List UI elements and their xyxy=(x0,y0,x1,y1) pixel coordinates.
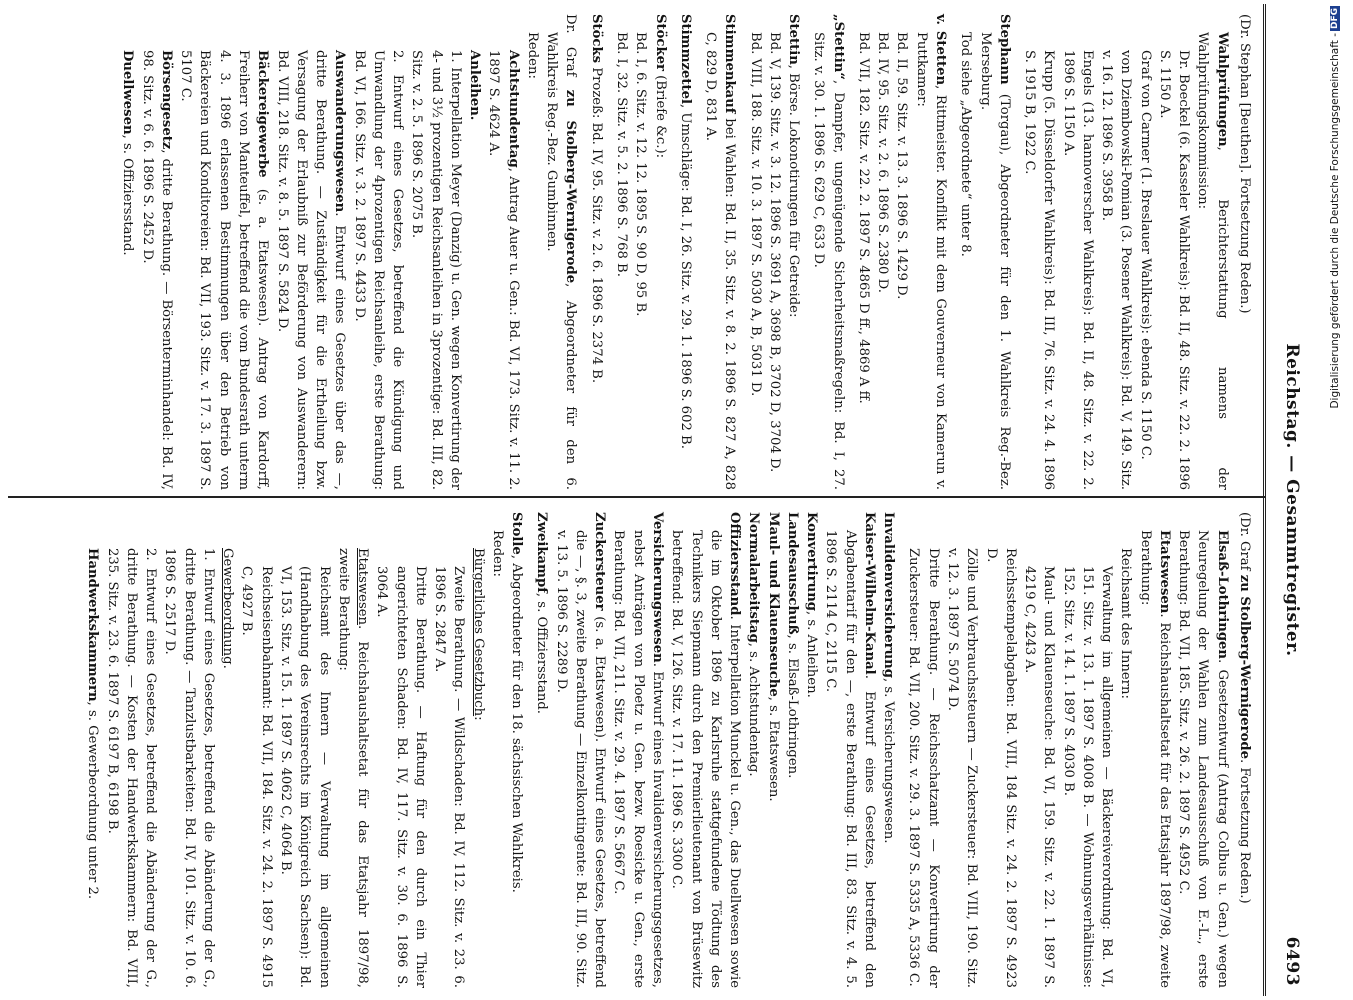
index-entry: Verwaltung im allgemeinen — Bäckereiverordnung: Bd. VI, 151. Sitz. v. 13. 1. 1897 S. 4008 B. — Wohnungsverhältnisse: 152. Sitz. v. 14. 1. 1897 S. 4030 B. xyxy=(1060,566,1115,988)
index-entry: Stimmzettel, Umschläge: Bd. I, 26. Sitz. v. 29. 1. 1896 S. 602 B. xyxy=(677,14,693,449)
index-entry: Stöcks Prozeß: Bd. IV, 95. Sitz. v. 2. 6. 1896 S. 2374 B. xyxy=(588,14,604,384)
index-entry: Etatswesen. Reichshaushaltsetat für das Etatsjahr 1897/98, zweite Berathung: xyxy=(1137,530,1172,988)
index-entry: Bd. IV, 95. Sitz. v. 2. 6. 1896 S. 2380 D. xyxy=(875,32,891,293)
index-entry: Krupp (5. Düsseldorfer Wahlkreis): Bd. III, 76. Sitz. v. 24. 4. 1896 S. 1915 B, 1922 C. xyxy=(1022,50,1057,490)
index-entry: Stolle, Abgeordneter für den 18. sächsischen Wahlkreis. xyxy=(509,512,525,893)
index-entry: v. Stetten, Rittmeister. Konflikt mit dem Gouverneur von Kamerun v. Puttkamer: xyxy=(913,14,949,490)
index-entry: Handwerkskammern, s. Gewerbeordnung unter 2. xyxy=(85,548,101,900)
index-entry: Börsengesetz, dritte Berathung. — Börsenterminhandel: Bd. IV, 98. Sitz. v. 6. 6. 1896 S. 2452 D. xyxy=(139,50,174,490)
index-entry: Zuckersteuer (s. a. Etatswesen). Entwurf eines Gesetzes, betreffend die —, §. 3, zweite Berathung — Einzelkontingente: Bd. III, 90. Sitz. v. 13. 5. 1896 S. 2289 D. xyxy=(553,512,608,988)
index-entry: Maul- und Klauenseuche: Bd. VI, 159. Sitz. v. 22. 1. 1897 S. 4219 C, 4243 A. xyxy=(1022,566,1057,988)
page-number: 6493 xyxy=(1282,936,1302,986)
index-entry: Auswanderungswesen. Entwurf eines Gesetzes über das —, dritte Berathung. — Zuständigkeit für die Ertheilung bzw. Versagung der Erlaubniß zur Beförderung von Auswanderern: Bd. VIII, 218. Sitz. v. 8. 5. 1897 S. 5824 D. xyxy=(274,50,348,490)
index-entry: Anleihen. xyxy=(467,50,483,121)
index-entry: Stephann (Torgau), Abgeordneter für den 1. Wahlkreis Reg.-Bez. Merseburg. xyxy=(977,14,1012,490)
index-entry: Konvertirung, s. Anleihen. xyxy=(804,512,820,698)
index-entry: Reichsamt des Innern: xyxy=(1118,548,1134,699)
index-entry: Stöcker (Briefe &c.): xyxy=(652,14,668,159)
index-entry: Normalarbeitstag, s. Achtstundentag. xyxy=(746,512,762,777)
left-column xyxy=(118,14,1254,490)
index-entry: Reichsstempelabgaben: Bd. VIII, 184 Sitz. v. 24. 2. 1897 S. 4923 D. xyxy=(983,548,1018,988)
index-entry: 1. Interpellation Meyer (Danzig) u. Gen. wegen Konvertirung der 4- und 3½ prozentigen Reichsanleihen in 3prozentige: Bd. III, 82. Sitz. v. 2. 5. 1896 S. 2075 B. xyxy=(409,50,463,490)
index-entry: Maul- und Klauenseuche, s. Etatswesen. xyxy=(765,512,781,802)
index-entry: Bd. I, 32. Sitz. v. 5. 2. 1896 S. 768 B. xyxy=(614,32,630,277)
index-entry: Elsaß-Lothringen. Gesetzentwurf (Antrag Colbus u. Gen.) wegen Neuregelung der Wahlen zum Landesausschuß von E.-L., erste Berathung: Bd. VII, 185. Sitz. v. 26. 2. 1897 S. 4952 C. xyxy=(1176,530,1230,988)
index-entry: Bd. V, 139. Sitz. v. 3. 12. 1896 S. 3691 A, 3698 B, 3702 D, 3704 D. xyxy=(766,32,782,473)
index-entry: Bürgerliches Gesetzbuch: xyxy=(470,548,486,721)
index-entry: Bd. VIII, 188. Sitz. v. 10. 3. 1897 S. 5030 A, B, 5031 D. xyxy=(747,32,763,397)
index-entry: Kaiser-Wilhelm-Kanal. Entwurf eines Gesetzes, betreffend den Abgabentarif für den —, erste Berathung: Bd. III, 83. Sitz. v. 4. 5. 1896 S. 2114 C, 2115 C. xyxy=(823,512,877,988)
index-entry: Invalidenversicherung, s. Versicherungswesen. xyxy=(881,512,897,844)
index-entry: Stettin, Börse. Lokonotirungen für Getreide: xyxy=(786,14,802,318)
index-entry: Engels (13. hannoverscher Wahlkreis): Bd. II, 48. Sitz. v. 22. 2. 1896 S. 1150 A. xyxy=(1060,50,1095,490)
index-entry: Reden: xyxy=(489,530,505,577)
index-entry: Offiziersstand. Interpellation Munckel u. Gen., das Duellwesen sowie die im Oktober 1896 zu Karlsruhe stattgefundene Tödtung des Technikers Siepmann durch den Premierlieutenant von Brüsewitz betreffend: Bd. V, 126. Sitz. v. 17. 11. 1896 S. 3300 C. xyxy=(669,512,743,988)
index-entry: Versicherungswesen. Entwurf eines Invalidenversicherungsgesetzes, nebst Anträgen von Ploetz u. Gen. bezw. Roesicke u. Gen., erste Berathung: Bd. VII, 211. Sitz. v. 29. 4. 1897 S. 5667 C. xyxy=(611,512,666,988)
index-entry: Zweite Berathung. — Wildschaden: Bd. IV, 112. Sitz. v. 23. 6. 1896 S. 2847 A. xyxy=(432,566,467,988)
index-entry: „Stettin“, Dampfer, ungenügende Sicherheitsmaßregeln: Bd. I, 27. Sitz. v. 30. 1. 1896 S. 629 C, 633 D. xyxy=(811,14,846,490)
index-entry: Reichsamt des Innern — Verwaltung im allgemeinen (Handhabung des Vereinsrechts im Königreich Sachsen): Bd. VI, 153. Sitz. v. 15. 1. 1897 S. 4062 C, 4064 B. xyxy=(277,566,332,988)
index-entry: 2. Entwurf eines Gesetzes, betreffend die Kündigung und Umwandlung der 4prozentigen Reichsanleihe, erste Berathung: Bd. VI, 166. Sitz. v. 3. 2. 1897 S. 4433 D. xyxy=(351,50,406,490)
index-entry: (Dr. Stephan [Beuthen]. Fortsetzung Reden.) xyxy=(1237,14,1252,314)
index-entry: Zweikampf, s. Offiziersstand. xyxy=(534,512,550,714)
index-entry: Graf von Carmer (1. Breslauer Wahlkreis): ebenda S. 1150 C. xyxy=(1137,50,1153,460)
index-entry: Bd. II, 59. Sitz. v. 13. 3. 1896 S. 1429 D. xyxy=(894,32,910,300)
column-divider xyxy=(8,496,1266,498)
index-entry: 1. Entwurf eines Gesetzes, betreffend die Abänderung der G., dritte Berathung. — Tanzlustbarkeiten: Bd. IV, 101. Sitz. v. 10. 6. 1896 S. 2517 D. xyxy=(162,548,216,988)
index-entry: Duellwesen, s. Offiziersstand. xyxy=(120,50,136,256)
index-entry: Dr. Boeckel (6. Kasseler Wahlkreis): Bd. II, 48. Sitz. v. 22. 2. 1896 S. 1150 A. xyxy=(1156,50,1192,490)
index-entry: Bäckereigewerbe (s. a. Etatswesen). Antrag von Kardorff, Freiherr von Manteuffel, betreffend die vom Bundesrath unterm 4. 3. 1896 erlassenen Bestimmungen über den Betrieb von Bäckereien und Konditoreien: Bd. VII, 193. Sitz. v. 17. 3. 1897 S. 5107 C. xyxy=(178,50,271,490)
index-entry: Dr. Graf zu Stolberg-Wernigerode, Abgeordneter für den 6. Wahlkreis Reg.-Bez. Gumbinnen. xyxy=(544,14,579,490)
index-entry: Tod siehe „Abgeordnete“ unter 8. xyxy=(958,32,974,257)
credit-text: Digitalisierung gefördert durch die Deutsche Forschungsgemeinschaft - xyxy=(1329,33,1341,409)
index-entry: Dritte Berathung. — Reichsschatzamt — Konvertirung der Zuckersteuer: Bd. VII, 200. Sitz. v. 29. 3. 1897 S. 5335 A, 5336 C. xyxy=(906,548,941,988)
index-entry: Reden: xyxy=(524,32,540,79)
right-column xyxy=(83,512,1254,988)
index-entry: Zölle und Verbrauchssteuern — Zuckersteuer: Bd. VIII, 190. Sitz. v. 12. 3. 1897 S. 5074 D. xyxy=(945,548,980,988)
index-entry: Dritte Berathung. — Haftung für den durch ein Thier angerichteten Schaden: Bd. IV, 117. Sitz. v. 30. 6. 1896 S. 3064 A. xyxy=(374,566,428,988)
running-title: Reichstag. — Gesammtregister. xyxy=(1282,343,1302,657)
index-entry: Reichseisenbahnamt: Bd. VII, 184. Sitz. v. 24. 2. 1897 S. 4915 C, 4927 B. xyxy=(239,566,274,988)
index-entry: Etatswesen. Reichshaushaltsetat für das Etatsjahr 1897/98, zweite Berathung: xyxy=(335,548,371,988)
index-entry: Stimmenkauf bei Wahlen: Bd. II, 35. Sitz. v. 8. 2. 1896 S. 827 A, 828 C, 829 D, 831 A. xyxy=(703,14,738,490)
index-entry: von Dziembowski-Pomian (3. Posener Wahlkreis): Bd. V, 149. Sitz. v. 16. 12. 1896 S. 3958 B. xyxy=(1099,50,1134,490)
page-header xyxy=(1280,0,1302,1000)
index-entry: Wahlprüfungen, Berichterstattung namens der Wahlprüfungskommission: xyxy=(1195,32,1230,490)
index-entry: 2. Entwurf eines Gesetzes, betreffend die Abänderung der G., dritte Berathung. — Kosten der Handwerkskammern: Bd. VIII, 235. Sitz. v. 23. 6. 1897 S. 6197 B, 6198 B. xyxy=(104,548,159,988)
index-entry: Bd. I, 6. Sitz. v. 12. 12. 1895 S. 90 D, 95 B. xyxy=(633,32,649,317)
dfg-logo: DFG xyxy=(1330,8,1340,30)
index-entry: Landesausschuß, s. Elsaß-Lothringen. xyxy=(784,512,800,779)
index-entry: Gewerbeordnung. xyxy=(220,548,236,669)
index-entry: (Dr. Graf zu Stolberg-Wernigerode. Fortsetzung Reden.) xyxy=(1237,512,1252,904)
digitization-credit xyxy=(1329,0,1341,1000)
header-rule xyxy=(1263,4,1266,996)
index-entry: Achtstundentag, Antrag Auer u. Gen.: Bd. VI, 173. Sitz. v. 11. 2. 1897 S. 4624 A. xyxy=(486,50,521,490)
index-entry: Bd. VII, 182. Sitz. v. 22. 2. 1897 S. 4865 D ff., 4869 A ff. xyxy=(855,32,871,404)
